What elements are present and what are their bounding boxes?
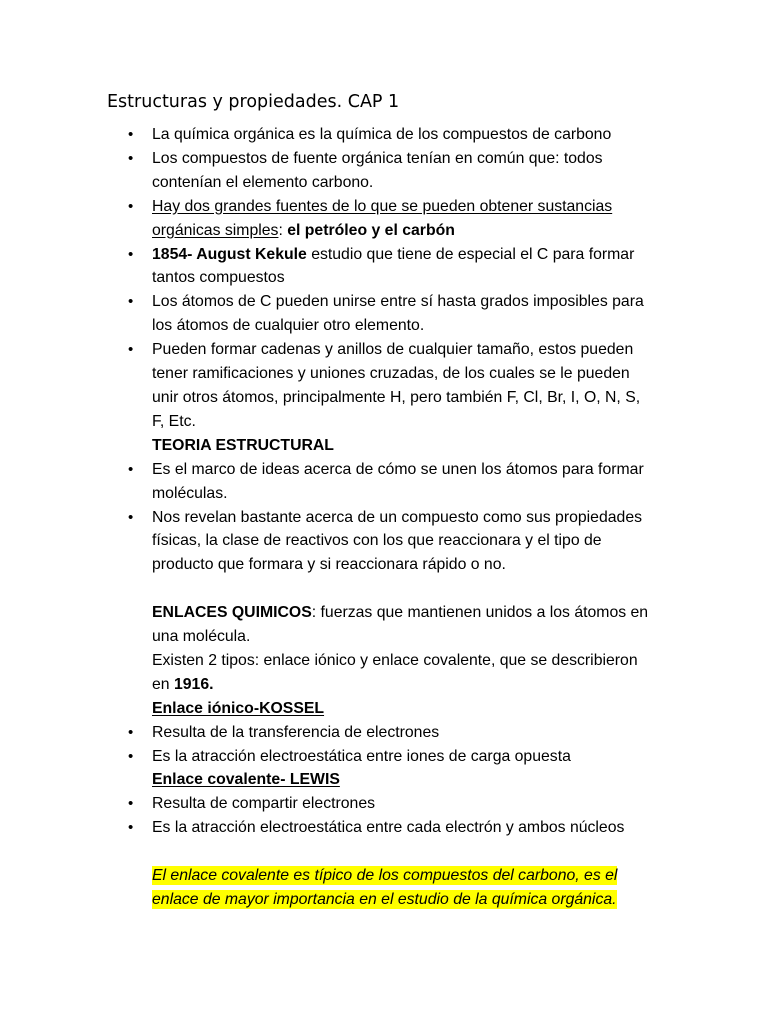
list-item: • Resulta de compartir electrones	[152, 792, 672, 816]
list-item-continuation: unir otros átomos, principalmente H, pero también F, Cl, Br, I, O, N, S,	[152, 388, 641, 406]
list-item: • Hay dos grandes fuentes de lo que se pueden obtener sustancias	[152, 195, 672, 219]
list-item-continuation: orgánicas simples: el petróleo y el carbón	[152, 221, 455, 239]
bullet-icon: •	[128, 795, 134, 813]
list-item: • Es la atracción electroestática entre iones de carga opuesta	[152, 745, 672, 769]
section-heading-covalente: Enlace covalente- LEWIS	[152, 771, 340, 789]
list-item: • Pueden formar cadenas y anillos de cualquier tamaño, estos pueden	[152, 338, 672, 362]
bullet-icon: •	[128, 149, 134, 167]
list-item-continuation: tener ramificaciones y uniones cruzadas, de los cuales se le pueden	[152, 365, 630, 383]
bullet-icon: •	[128, 723, 134, 741]
list-item: • Los átomos de C pueden unirse entre sí hasta grados imposibles para	[152, 290, 672, 314]
bullet-icon: •	[128, 508, 134, 526]
list-item-continuation: producto que formara y si reaccionara rápido o no.	[152, 556, 506, 574]
paragraph-line: una molécula.	[152, 628, 251, 646]
list-item-continuation: los átomos de cualquier otro elemento.	[152, 317, 425, 335]
highlighted-line: enlace de mayor importancia en el estudio de la química orgánica.	[152, 890, 617, 908]
list-item: • La química orgánica es la química de los compuestos de carbono	[152, 123, 672, 147]
paragraph-enlaces: ENLACES QUIMICOS: fuerzas que mantienen unidos a los átomos en	[152, 604, 649, 622]
section-heading-ionico: Enlace iónico-KOSSEL	[152, 699, 325, 717]
bullet-icon: •	[128, 197, 134, 215]
section-heading-teoria: TEORIA ESTRUCTURAL	[152, 436, 334, 454]
blank-line	[152, 840, 672, 864]
bullet-icon: •	[128, 819, 134, 837]
list-item: • 1854- August Kekule estudio que tiene de especial el C para formar	[152, 243, 672, 267]
list-item: • Es la atracción electroestática entre cada electrón y ambos núcleos	[152, 816, 672, 840]
list-item-continuation: contenían el elemento carbono.	[152, 173, 374, 191]
bullet-icon: •	[128, 747, 134, 765]
paragraph-line: en 1916.	[152, 675, 214, 693]
list-item: • Es el marco de ideas acerca de cómo se unen los átomos para formar	[152, 458, 672, 482]
bullet-icon: •	[128, 341, 134, 359]
document-body	[128, 123, 672, 912]
list-item-continuation: F, Etc.	[152, 412, 196, 430]
list-item: • Nos revelan bastante acerca de un compuesto como sus propiedades	[152, 506, 672, 530]
list-item-continuation: físicas, la clase de reactivos con los que reaccionara y el tipo de	[152, 532, 602, 550]
bullet-icon: •	[128, 460, 134, 478]
highlighted-line: El enlace covalente es típico de los compuestos del carbono, es el	[152, 867, 618, 885]
list-item: • Los compuestos de fuente orgánica tenían en común que: todos	[152, 147, 672, 171]
blank-line	[152, 577, 672, 601]
bullet-icon: •	[128, 126, 134, 143]
paragraph-existen: Existen 2 tipos: enlace iónico y enlace covalente, que se describieron	[152, 651, 638, 669]
bullet-icon: •	[128, 245, 134, 263]
page-title: Estructuras y propiedades. CAP 1	[107, 92, 400, 112]
list-item-continuation: tantos compuestos	[152, 269, 285, 287]
list-item: • Resulta de la transferencia de electrones	[152, 721, 672, 745]
bullet-icon: •	[128, 293, 134, 311]
list-item-continuation: moléculas.	[152, 484, 228, 502]
